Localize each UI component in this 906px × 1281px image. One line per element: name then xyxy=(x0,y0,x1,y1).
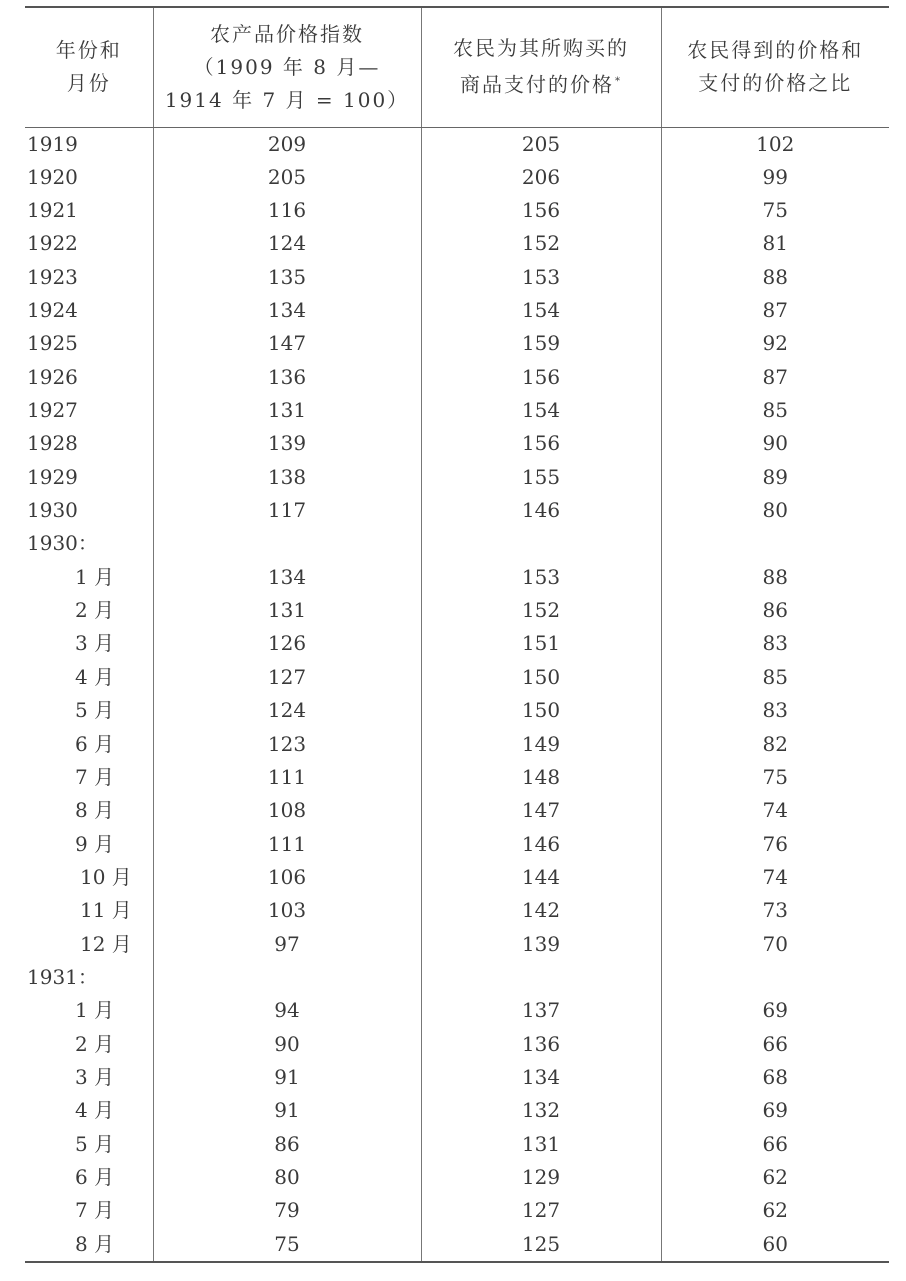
prices-paid-cell: 156 xyxy=(421,361,661,394)
table-row xyxy=(25,1094,889,1127)
table-row xyxy=(25,294,889,327)
prices-paid-cell: 152 xyxy=(421,227,661,260)
header-prices-paid-text: 商品支付的价格 xyxy=(460,73,614,98)
prices-paid-cell: 150 xyxy=(421,694,661,727)
period-cell: 8 月 xyxy=(25,1228,153,1262)
farm-price-index-cell: 117 xyxy=(153,494,421,527)
table-row xyxy=(25,1061,889,1094)
farm-price-index-cell: 80 xyxy=(153,1161,421,1194)
farm-price-index-cell: 111 xyxy=(153,761,421,794)
period-cell: 5 月 xyxy=(75,698,115,723)
period-cell: 1922 xyxy=(27,231,78,256)
prices-paid-cell: 154 xyxy=(421,394,661,427)
table-row xyxy=(25,894,889,927)
price-index-table xyxy=(25,6,889,1263)
prices-paid-cell: 147 xyxy=(421,794,661,827)
table-row xyxy=(25,327,889,360)
table-row xyxy=(25,461,889,494)
table-row xyxy=(25,494,889,527)
price-ratio-cell: 75 xyxy=(661,761,889,794)
price-ratio-cell: 60 xyxy=(661,1228,889,1262)
period-cell: 4 月 xyxy=(75,664,115,689)
farm-price-index-cell: 124 xyxy=(153,694,421,727)
table-row xyxy=(25,761,889,794)
period-cell: 1931： xyxy=(27,964,98,989)
prices-paid-cell: 125 xyxy=(421,1228,661,1262)
table-row xyxy=(25,861,889,894)
farm-price-index-cell: 123 xyxy=(153,727,421,760)
price-ratio-cell: 88 xyxy=(661,261,889,294)
period-cell: 1927 xyxy=(27,398,78,423)
price-ratio-cell: 74 xyxy=(661,794,889,827)
header-row xyxy=(25,7,889,127)
price-ratio-cell: 62 xyxy=(661,1161,889,1194)
price-ratio-cell: 66 xyxy=(661,1127,889,1160)
prices-paid-cell: 132 xyxy=(421,1094,661,1127)
table-row xyxy=(25,561,889,594)
prices-paid-cell: 153 xyxy=(421,261,661,294)
period-cell: 2 月 xyxy=(75,598,115,623)
price-index-table-page xyxy=(25,6,889,1263)
farm-price-index-cell: 90 xyxy=(153,1027,421,1060)
period-cell: 12 月 xyxy=(80,931,132,956)
prices-paid-cell xyxy=(421,527,661,560)
farm-price-index-cell: 135 xyxy=(153,261,421,294)
table-row xyxy=(25,161,889,194)
period-cell: 1925 xyxy=(27,331,78,356)
farm-price-index-cell: 75 xyxy=(153,1228,421,1262)
price-ratio-cell: 90 xyxy=(661,427,889,460)
farm-price-index-cell: 111 xyxy=(153,827,421,860)
period-cell: 1930 xyxy=(27,498,78,523)
prices-paid-cell: 136 xyxy=(421,1027,661,1060)
price-ratio-cell: 92 xyxy=(661,327,889,360)
farm-price-index-cell: 103 xyxy=(153,894,421,927)
price-ratio-cell: 89 xyxy=(661,461,889,494)
price-ratio-cell: 66 xyxy=(661,1027,889,1060)
period-cell: 11 月 xyxy=(80,898,132,923)
period-cell: 1928 xyxy=(27,431,78,456)
header-farm-price-index-line: 农产品价格指数 xyxy=(210,21,364,46)
period-cell: 3 月 xyxy=(75,1064,115,1089)
table-row xyxy=(25,1228,889,1262)
prices-paid-cell: 146 xyxy=(421,494,661,527)
price-ratio-cell: 83 xyxy=(661,694,889,727)
table-row xyxy=(25,261,889,294)
farm-price-index-cell: 131 xyxy=(153,394,421,427)
prices-paid-cell: 152 xyxy=(421,594,661,627)
farm-price-index-cell: 91 xyxy=(153,1094,421,1127)
table-row xyxy=(25,194,889,227)
header-year-month-line: 年份和 xyxy=(55,38,122,63)
price-ratio-cell xyxy=(661,527,889,560)
prices-paid-cell: 159 xyxy=(421,327,661,360)
table-row xyxy=(25,827,889,860)
price-ratio-cell: 81 xyxy=(661,227,889,260)
table-body xyxy=(25,127,889,1262)
header-farm-price-index xyxy=(153,7,421,127)
prices-paid-cell: 156 xyxy=(421,194,661,227)
price-ratio-cell: 73 xyxy=(661,894,889,927)
prices-paid-cell: 205 xyxy=(421,127,661,161)
price-ratio-cell: 70 xyxy=(661,927,889,960)
price-ratio-cell: 102 xyxy=(661,127,889,161)
table-header xyxy=(25,7,889,127)
prices-paid-cell: 150 xyxy=(421,661,661,694)
table-row xyxy=(25,1161,889,1194)
farm-price-index-cell: 91 xyxy=(153,1061,421,1094)
price-ratio-cell: 69 xyxy=(661,994,889,1027)
header-prices-paid-line xyxy=(426,65,657,102)
header-prices-paid-line: 农民为其所购买的 xyxy=(453,36,629,61)
price-ratio-cell: 83 xyxy=(661,627,889,660)
farm-price-index-cell: 106 xyxy=(153,861,421,894)
prices-paid-cell: 129 xyxy=(421,1161,661,1194)
farm-price-index-cell: 139 xyxy=(153,427,421,460)
header-year-month xyxy=(25,7,153,127)
farm-price-index-cell: 126 xyxy=(153,627,421,660)
table-row xyxy=(25,694,889,727)
price-ratio-cell: 86 xyxy=(661,594,889,627)
table-row xyxy=(25,127,889,161)
table-row xyxy=(25,361,889,394)
table-row xyxy=(25,661,889,694)
period-cell: 1923 xyxy=(27,264,78,289)
price-ratio-cell xyxy=(661,961,889,994)
prices-paid-cell: 134 xyxy=(421,1061,661,1094)
farm-price-index-cell: 147 xyxy=(153,327,421,360)
price-ratio-cell: 85 xyxy=(661,661,889,694)
farm-price-index-cell: 134 xyxy=(153,561,421,594)
farm-price-index-cell: 86 xyxy=(153,1127,421,1160)
prices-paid-cell: 148 xyxy=(421,761,661,794)
prices-paid-cell: 154 xyxy=(421,294,661,327)
footnote-marker: * xyxy=(615,76,622,88)
prices-paid-cell: 146 xyxy=(421,827,661,860)
period-cell: 1926 xyxy=(27,364,78,389)
price-ratio-cell: 87 xyxy=(661,294,889,327)
price-ratio-cell: 80 xyxy=(661,494,889,527)
period-cell: 7 月 xyxy=(75,1198,115,1223)
period-cell: 8 月 xyxy=(75,798,115,823)
period-cell: 4 月 xyxy=(75,1098,115,1123)
price-ratio-cell: 82 xyxy=(661,727,889,760)
period-cell: 1 月 xyxy=(75,998,115,1023)
price-ratio-cell: 69 xyxy=(661,1094,889,1127)
prices-paid-cell: 144 xyxy=(421,861,661,894)
table-row xyxy=(25,1027,889,1060)
header-price-ratio-line: 农民得到的价格和 xyxy=(687,38,864,63)
table-row xyxy=(25,994,889,1027)
period-cell: 1921 xyxy=(27,198,78,223)
farm-price-index-cell: 124 xyxy=(153,227,421,260)
farm-price-index-cell: 131 xyxy=(153,594,421,627)
table-row xyxy=(25,794,889,827)
price-ratio-cell: 88 xyxy=(661,561,889,594)
farm-price-index-cell: 209 xyxy=(153,127,421,161)
period-cell: 5 月 xyxy=(75,1131,115,1156)
farm-price-index-cell: 108 xyxy=(153,794,421,827)
price-ratio-cell: 99 xyxy=(661,161,889,194)
price-ratio-cell: 76 xyxy=(661,827,889,860)
table-row xyxy=(25,927,889,960)
header-price-ratio-line: 支付的价格之比 xyxy=(698,71,853,96)
price-ratio-cell: 85 xyxy=(661,394,889,427)
period-cell: 1 月 xyxy=(75,564,115,589)
table-row xyxy=(25,527,889,560)
table-row xyxy=(25,1194,889,1227)
prices-paid-cell: 156 xyxy=(421,427,661,460)
prices-paid-cell: 137 xyxy=(421,994,661,1027)
price-ratio-cell: 62 xyxy=(661,1194,889,1227)
prices-paid-cell: 153 xyxy=(421,561,661,594)
farm-price-index-cell: 97 xyxy=(153,927,421,960)
price-ratio-cell: 75 xyxy=(661,194,889,227)
farm-price-index-cell: 138 xyxy=(153,461,421,494)
period-cell: 1920 xyxy=(27,164,78,189)
header-farm-price-index-line: 1914 年 7 月 = 100） xyxy=(164,87,410,112)
table-row xyxy=(25,394,889,427)
table-row xyxy=(25,627,889,660)
prices-paid-cell: 139 xyxy=(421,927,661,960)
table-row xyxy=(25,961,889,994)
period-cell: 7 月 xyxy=(75,764,115,789)
price-ratio-cell: 87 xyxy=(661,361,889,394)
farm-price-index-cell xyxy=(153,961,421,994)
header-price-ratio xyxy=(661,7,889,127)
prices-paid-cell: 151 xyxy=(421,627,661,660)
period-cell: 1929 xyxy=(27,464,78,489)
table-row xyxy=(25,1127,889,1160)
table-row xyxy=(25,427,889,460)
table-row xyxy=(25,594,889,627)
farm-price-index-cell: 127 xyxy=(153,661,421,694)
prices-paid-cell: 155 xyxy=(421,461,661,494)
period-cell: 3 月 xyxy=(75,631,115,656)
farm-price-index-cell xyxy=(153,527,421,560)
farm-price-index-cell: 79 xyxy=(153,1194,421,1227)
table-row xyxy=(25,727,889,760)
farm-price-index-cell: 205 xyxy=(153,161,421,194)
prices-paid-cell: 206 xyxy=(421,161,661,194)
period-cell: 9 月 xyxy=(75,831,115,856)
header-prices-paid xyxy=(421,7,661,127)
prices-paid-cell xyxy=(421,961,661,994)
period-cell: 1924 xyxy=(27,298,78,323)
prices-paid-cell: 149 xyxy=(421,727,661,760)
period-cell: 6 月 xyxy=(75,731,115,756)
prices-paid-cell: 127 xyxy=(421,1194,661,1227)
period-cell: 1919 xyxy=(27,131,78,156)
period-cell: 2 月 xyxy=(75,1031,115,1056)
header-year-month-line: 月份 xyxy=(66,71,111,96)
prices-paid-cell: 131 xyxy=(421,1127,661,1160)
header-farm-price-index-line: （1909 年 8 月— xyxy=(193,54,381,79)
period-cell: 10 月 xyxy=(80,864,132,889)
table-row xyxy=(25,227,889,260)
prices-paid-cell: 142 xyxy=(421,894,661,927)
farm-price-index-cell: 134 xyxy=(153,294,421,327)
price-ratio-cell: 68 xyxy=(661,1061,889,1094)
farm-price-index-cell: 136 xyxy=(153,361,421,394)
farm-price-index-cell: 116 xyxy=(153,194,421,227)
period-cell: 6 月 xyxy=(75,1164,115,1189)
period-cell: 1930： xyxy=(27,531,98,556)
farm-price-index-cell: 94 xyxy=(153,994,421,1027)
price-ratio-cell: 74 xyxy=(661,861,889,894)
